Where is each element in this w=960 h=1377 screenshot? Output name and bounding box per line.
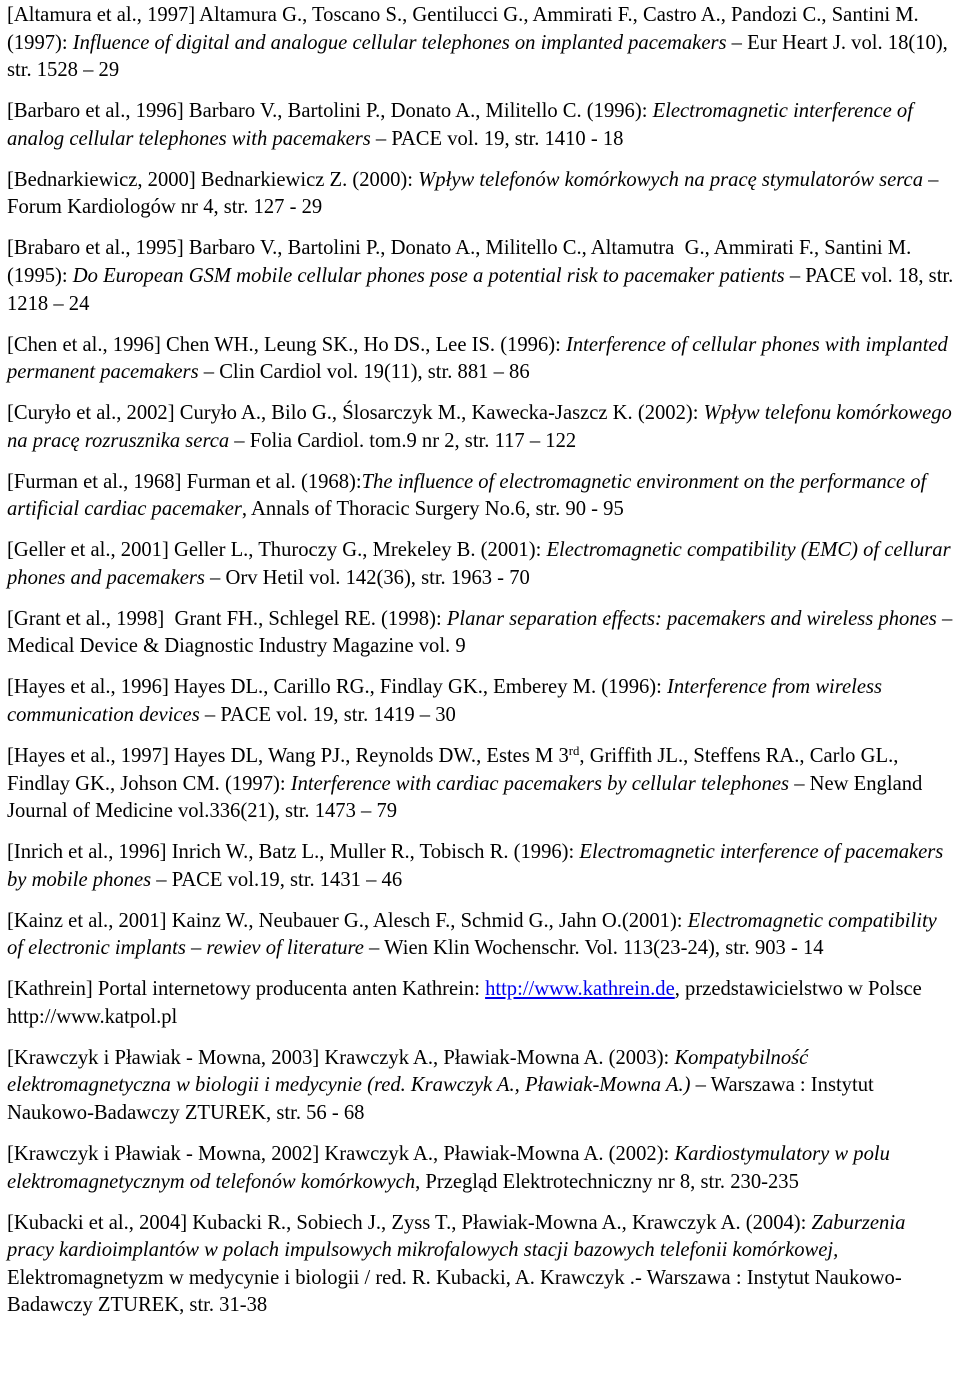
reference-title: Electromagnetic compatibility of electronic implants – rewiev of literature — [7, 909, 942, 960]
reference-title: Wpływ telefonu komórkowego na pracę rozrusznika serca — [7, 402, 957, 452]
reference-source: , Przegląd Elektrotechniczny nr 8, str. 230-235 — [415, 1170, 799, 1193]
reference-text: [Krawczyk i Pławiak - Mowna, 2003] Krawczyk A., Pławiak-Mowna A. (2003): — [7, 1046, 675, 1069]
reference-text: [Hayes et al., 1997] Hayes DL, Wang PJ., Reynolds DW., Estes M 3 — [7, 744, 569, 767]
reference-entry — [7, 98, 954, 153]
reference-text: [Brabaro et al., 1995] Barbaro V., Bartolini P., Donato A., Militello C., Altamutra G., Ammirati F., Santini M. (1995): — [7, 237, 917, 287]
reference-text: [Grant et al., 1998] Grant FH., Schlegel RE. (1998): — [7, 607, 447, 630]
reference-entry — [7, 235, 959, 318]
reference-title: Planar separation effects: pacemakers and wireless phones — [446, 607, 937, 630]
reference-text: [Krawczyk i Pławiak - Mowna, 2002] Krawczyk A., Pławiak-Mowna A. (2002): — [7, 1143, 675, 1166]
reference-title: Zaburzenia pracy kardioimplantów w polach impulsowych mikrofalowych stacji bazowych telefonii komórkowej, — [7, 1211, 911, 1262]
reference-entry — [7, 976, 954, 1031]
reference-text: [Altamura et al., 1997] Altamura G., Toscano S., Gentilucci G., Ammirati F., Castro A., Pandozi C., Santini M. (1997): — [7, 4, 924, 54]
reference-source: – PACE vol.19, str. 1431 – 46 — [151, 868, 403, 891]
reference-entry — [7, 839, 954, 894]
reference-source: – PACE vol. 19, str. 1419 – 30 — [199, 703, 456, 726]
reference-entry — [7, 469, 954, 524]
reference-source: – PACE vol. 19, str. 1410 - 18 — [370, 127, 624, 150]
reference-entry — [7, 743, 954, 826]
reference-source: – Folia Cardiol. tom.9 nr 2, str. 117 – 122 — [229, 429, 577, 452]
reference-text: [Chen et al., 1996] Chen WH., Leung SK., Ho DS., Lee IS. (1996): — [7, 333, 566, 356]
reference-text: [Inrich et al., 1996] Inrich W., Batz L., Muller R., Tobisch R. (1996): — [7, 841, 580, 864]
reference-source: – Eur Heart J. vol. 18(10), str. 1528 – 29 — [7, 31, 953, 82]
reference-title: Influence of digital and analogue cellular telephones on implanted pacemakers — [72, 31, 727, 54]
reference-text: [Bednarkiewicz, 2000] Bednarkiewicz Z. (2000): — [7, 168, 419, 191]
reference-title: The influence of electromagnetic environment on the performance of artificial cardiac pacemaker — [7, 470, 932, 521]
reference-source: , przedstawicielstwo w Polsce http://www.katpol.pl — [7, 978, 927, 1028]
reference-entry — [7, 537, 954, 592]
reference-entry — [7, 606, 958, 661]
reference-title: Kardiostymulatory w polu elektromagnetycznym od telefonów komórkowych — [7, 1143, 896, 1193]
reference-text: [Kubacki et al., 2004] Kubacki R., Sobiech J., Zyss T., Pławiak-Mowna A., Krawczyk A. (2004): — [7, 1211, 812, 1234]
reference-title: Interference from wireless communication devices — [7, 676, 888, 726]
reference-entry — [7, 2, 954, 85]
reference-text: [Kathrein] Portal internetowy producenta anten Kathrein: — [7, 978, 486, 1001]
reference-source: – Medical Device & Diagnostic Industry Magazine vol. 9 — [7, 607, 958, 658]
reference-text: [Kainz et al., 2001] Kainz W., Neubauer G., Alesch F., Schmid G., Jahn O.(2001): — [7, 909, 688, 932]
reference-entry — [7, 1141, 954, 1196]
kathrein-link[interactable]: http://www.kathrein.de — [485, 978, 675, 1001]
reference-title: Interference of cellular phones with implanted permanent pacemakers — [7, 333, 954, 384]
reference-title: Electromagnetic interference of analog cellular telephones with pacemakers — [7, 100, 919, 150]
reference-title: Wpływ telefonów komórkowych na pracę stymulatorów serca — [418, 168, 923, 191]
reference-text-continued: , Griffith JL., Steffens RA., Carlo GL., Findlay GK., Johson CM. (1997): — [7, 744, 904, 795]
reference-title: Interference with cardiac pacemakers by cellular telephones — [290, 772, 790, 795]
reference-source: , Annals of Thoracic Surgery No.6, str. 90 - 95 — [241, 498, 624, 521]
reference-text: [Furman et al., 1968] Furman et al. (1968): — [7, 470, 362, 493]
reference-title: Electromagnetic compatibility (EMC) of cellurar phones and pacemakers — [7, 539, 956, 589]
reference-source: – PACE vol. 18, str. 1218 – 24 — [7, 264, 959, 315]
reference-source: – Orv Hetil vol. 142(36), str. 1963 - 70 — [204, 566, 530, 589]
superscript: rd — [568, 743, 580, 758]
reference-entry — [7, 674, 954, 729]
reference-title: Do European GSM mobile cellular phones pose a potential risk to pacemaker patients — [72, 264, 785, 287]
reference-entry — [7, 167, 954, 222]
reference-text: [Hayes et al., 1996] Hayes DL., Carillo RG., Findlay GK., Emberey M. (1996): — [7, 676, 668, 699]
reference-text: [Barbaro et al., 1996] Barbaro V., Bartolini P., Donato A., Militello C. (1996): — [7, 100, 653, 123]
reference-entry — [7, 1045, 954, 1128]
reference-source: – Clin Cardiol vol. 19(11), str. 881 – 86 — [198, 361, 530, 384]
reference-title: Electromagnetic interference of pacemakers by mobile phones — [7, 841, 949, 891]
reference-title: Kompatybilność elektromagnetyczna w biologii i medycynie (red. Krawczyk A., Pławiak-Mowna A.) — [7, 1046, 814, 1097]
reference-entry — [7, 908, 954, 963]
reference-source: – Warszawa : Instytut Naukowo-Badawczy ZTUREK, str. 56 - 68 — [7, 1074, 879, 1125]
reference-source: – Wien Klin Wochenschr. Vol. 113(23-24), str. 903 - 14 — [363, 937, 824, 960]
reference-entry — [7, 400, 957, 455]
reference-text: [Geller et al., 2001] Geller L., Thuroczy G., Mrekeley B. (2001): — [7, 539, 547, 562]
reference-entry — [7, 1210, 954, 1320]
reference-source: – Forum Kardiologów nr 4, str. 127 - 29 — [7, 168, 944, 219]
reference-text: [Curyło et al., 2002] Curyło A., Bilo G., Ślosarczyk M., Kawecka-Jaszcz K. (2002): — [7, 402, 704, 425]
reference-entry — [7, 332, 954, 387]
reference-source: – New England Journal of Medicine vol.336(21), str. 1473 – 79 — [7, 772, 928, 823]
reference-source: Elektromagnetyzm w medycynie i biologii / red. R. Kubacki, A. Krawczyk .- Warszawa : Instytut Naukowo-Badawczy ZTUREK, str. 31-38 — [7, 1239, 902, 1317]
